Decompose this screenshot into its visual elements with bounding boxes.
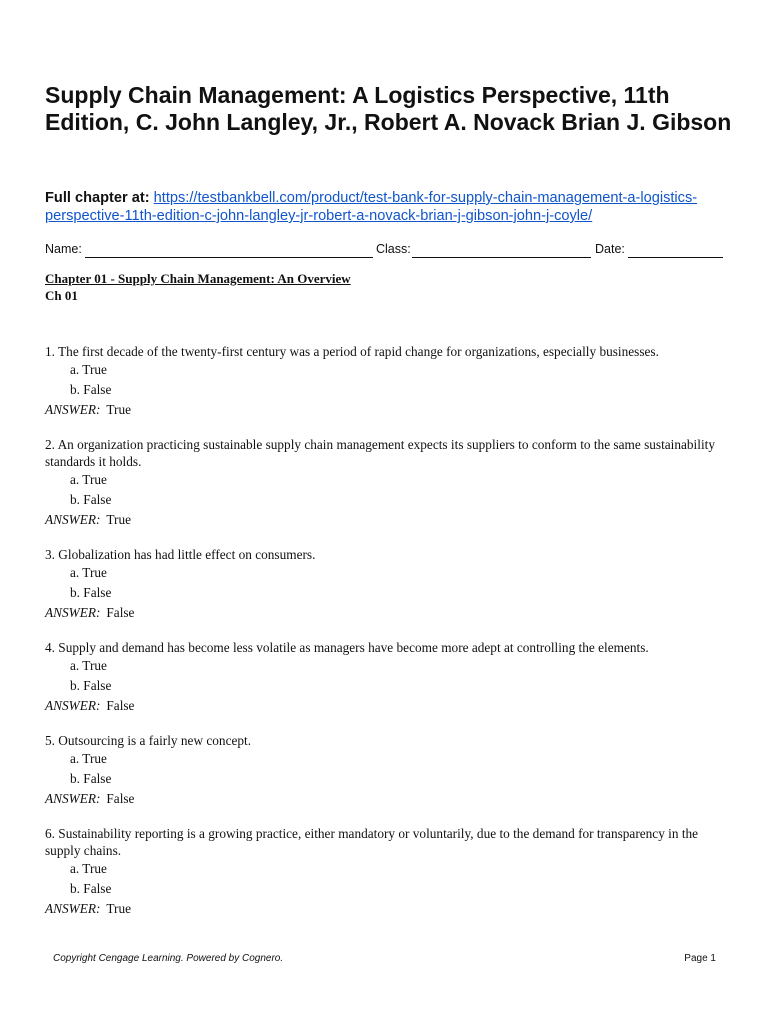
question-text: 5. Outsourcing is a fairly new concept. — [45, 733, 252, 748]
question-2 — [45, 436, 735, 530]
answer-line — [45, 400, 735, 420]
question-text: 2. An organization practicing sustainable supply chain management expects its suppliers to conform to the same sustainability standards it holds. — [45, 437, 715, 469]
question-list — [45, 343, 735, 919]
answer-value: False — [106, 698, 135, 713]
option-true: a. True — [70, 565, 107, 580]
option-false: b. False — [70, 881, 112, 896]
answer-label: ANSWER: — [45, 698, 101, 713]
answer-line — [45, 510, 735, 530]
question-text: 4. Supply and demand has become less volatile as managers have become more adept at controlling the elements. — [45, 640, 649, 655]
question-1 — [45, 343, 735, 420]
answer-label: ANSWER: — [45, 605, 101, 620]
answer-label: ANSWER: — [45, 512, 101, 527]
option-false: b. False — [70, 771, 112, 786]
answer-value: True — [106, 402, 132, 417]
answer-line — [45, 789, 735, 809]
chapter-title: Chapter 01 - Supply Chain Management: An Overview — [45, 271, 351, 286]
question-6 — [45, 825, 735, 919]
answer-label: ANSWER: — [45, 901, 101, 916]
class-label: Class: — [376, 242, 411, 256]
option-true: a. True — [70, 362, 107, 377]
question-text: 6. Sustainability reporting is a growing practice, either mandatory or voluntarily, due to the demand for transparency in the supply chains. — [45, 826, 699, 858]
option-false: b. False — [70, 382, 112, 397]
answer-line — [45, 696, 735, 716]
option-true: a. True — [70, 861, 107, 876]
answer-label: ANSWER: — [45, 402, 101, 417]
chapter-heading — [45, 270, 351, 304]
answer-line — [45, 899, 735, 919]
student-info-row — [45, 242, 725, 262]
answer-label: ANSWER: — [45, 791, 101, 806]
option-false: b. False — [70, 585, 112, 600]
question-4 — [45, 639, 735, 716]
footer-copyright: Copyright Cengage Learning. Powered by Cognero. — [53, 953, 284, 964]
answer-line — [45, 603, 735, 623]
question-5 — [45, 732, 735, 809]
question-text: 1. The first decade of the twenty-first century was a period of rapid change for organizations, especially businesses. — [45, 344, 659, 359]
full-chapter-label: Full chapter at: — [45, 190, 150, 206]
class-field-line[interactable] — [412, 257, 591, 258]
chapter-short: Ch 01 — [45, 288, 78, 303]
question-3 — [45, 546, 735, 623]
date-label: Date: — [595, 242, 625, 256]
document-title: Supply Chain Management: A Logistics Perspective, 11th Edition, C. John Langley, Jr., Robert A. Novack Brian J. Gibson — [45, 82, 732, 135]
answer-value: True — [106, 901, 132, 916]
option-false: b. False — [70, 678, 112, 693]
option-true: a. True — [70, 751, 107, 766]
name-label: Name: — [45, 242, 82, 256]
date-field-line[interactable] — [628, 257, 723, 258]
name-field-line[interactable] — [85, 257, 373, 258]
answer-value: False — [106, 791, 135, 806]
question-text: 3. Globalization has had little effect on consumers. — [45, 547, 316, 562]
full-chapter-link[interactable]: https://testbankbell.com/product/test-bank-for-supply-chain-management-a-logistics-perspective-11th-edition-c-john-langley-jr-robert-a-novack-brian-j-gibson-john-j-coyle/ — [45, 190, 698, 224]
answer-value: False — [106, 605, 135, 620]
answer-value: True — [106, 512, 132, 527]
full-chapter-line — [45, 189, 735, 225]
option-true: a. True — [70, 658, 107, 673]
footer-page-number: Page 1 — [684, 953, 716, 964]
option-false: b. False — [70, 492, 112, 507]
option-true: a. True — [70, 472, 107, 487]
